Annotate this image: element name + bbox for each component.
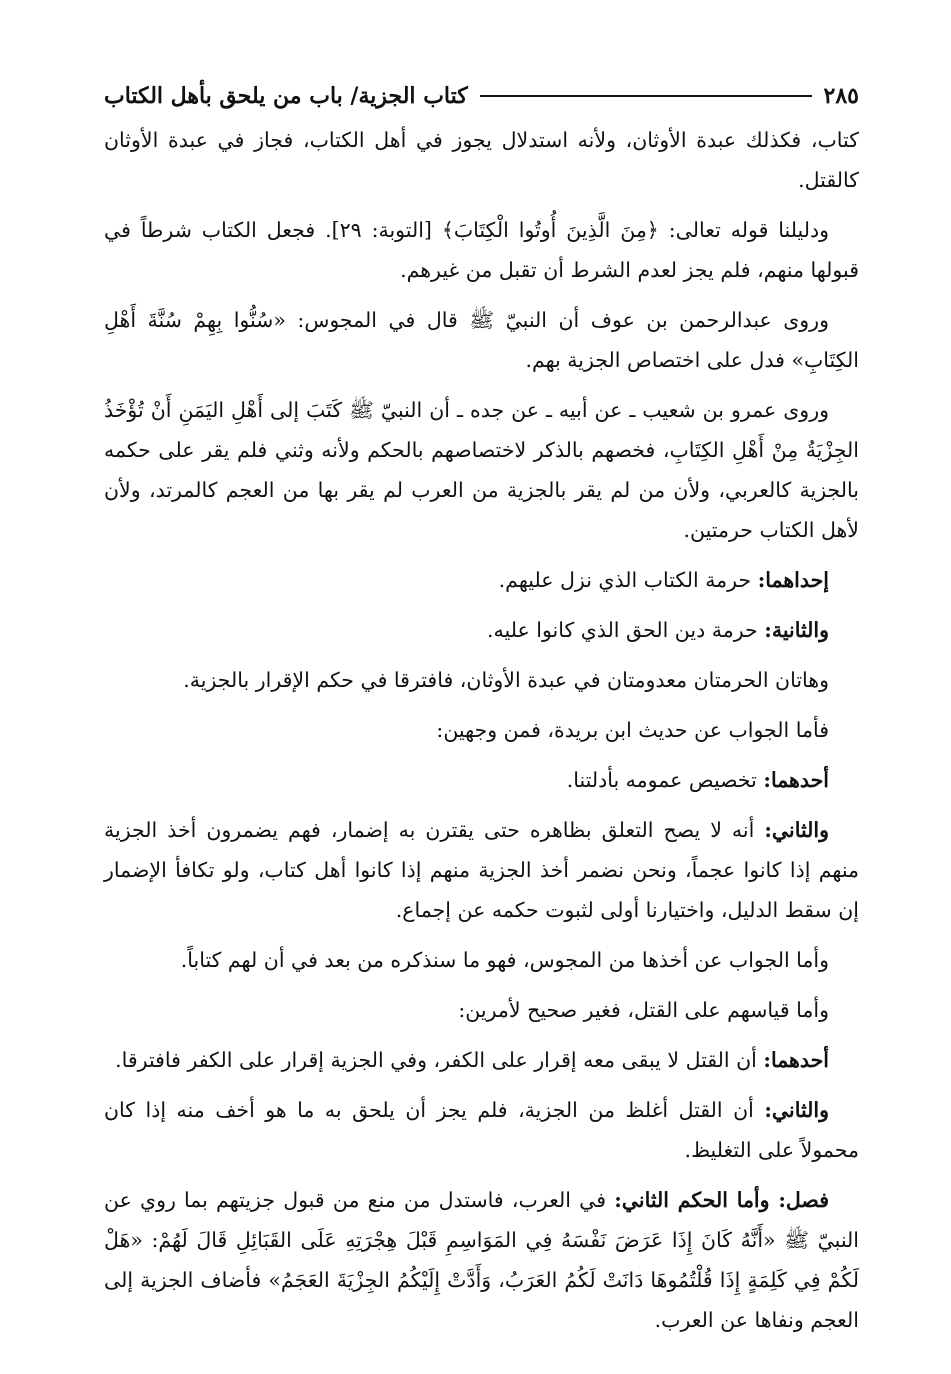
paragraph bbox=[104, 760, 859, 800]
paragraph bbox=[104, 1090, 859, 1170]
paragraph-lead: فصل: وأما الحكم الثاني: bbox=[614, 1188, 829, 1212]
paragraph-text: حرمة دين الحق الذي كانوا عليه. bbox=[487, 618, 758, 642]
page-number: ٢٨٥ bbox=[823, 83, 859, 109]
paragraph-text: حرمة الكتاب الذي نزل عليهم. bbox=[498, 568, 752, 592]
header-rule bbox=[480, 95, 812, 97]
paragraph-text: وروى عبدالرحمن بن عوف أن النبيّ ﷺ قال في المجوس: «سُنُّوا بِهِمْ سُنَّةَ أَهْلِ الكِتَابِ» فدل على اختصاص الجزية بهم. bbox=[104, 308, 859, 372]
paragraph bbox=[104, 710, 859, 750]
paragraph-lead: والثاني: bbox=[764, 818, 829, 842]
paragraph bbox=[104, 300, 859, 380]
header-title: كتاب الجزية/ باب من يلحق بأهل الكتاب bbox=[104, 83, 468, 109]
paragraph bbox=[104, 660, 859, 700]
paragraph-text: تخصيص عمومه بأدلتنا. bbox=[566, 768, 757, 792]
paragraph-text: وأما الجواب عن أخذها من المجوس، فهو ما سنذكره من بعد في أن لهم كتاباً. bbox=[180, 948, 829, 972]
paragraph-lead: والثاني: bbox=[764, 1098, 829, 1122]
paragraph bbox=[104, 120, 859, 200]
paragraph-text: فأما الجواب عن حديث ابن بريدة، فمن وجهين: bbox=[436, 718, 829, 742]
paragraph bbox=[104, 390, 859, 550]
paragraph bbox=[104, 1180, 859, 1340]
paragraph-text: وروى عمرو بن شعيب ـ عن أبيه ـ عن جده ـ أن النبيّ ﷺ كَتَبَ إلى أَهْلِ اليَمَنِ أَنْ تُؤْخَذُ الجِزْيَةُ مِنْ أَهْلِ الكِتَابِ، فخصهم بالذكر لاختصاصهم بالحكم ولأنه وثني فلم يقر على حكمه بالجزية كالعربي، ولأن من لم يقر بالجزية من العرب لم يقر بها من العجم كالمرتد، ولأن لأهل الكتاب حرمتين. bbox=[104, 398, 859, 542]
paragraph bbox=[104, 210, 859, 290]
running-header bbox=[104, 78, 859, 114]
paragraph-text: وأما قياسهم على القتل، فغير صحيح لأمرين: bbox=[458, 998, 829, 1022]
paragraph bbox=[104, 1040, 859, 1080]
paragraph bbox=[104, 940, 859, 980]
paragraph-text: أنه لا يصح التعلق بظاهره حتى يقترن به إضمار، فهم يضمرون أخذ الجزية منهم إذا كانوا عجماً، ونحن نضمر أخذ الجزية منهم إذا كانوا أهل كتاب، ولو تكافأ الإضمار إن سقط الدليل، واختيارنا أولى لثبوت حكمه عن إجماع. bbox=[104, 818, 859, 922]
paragraph bbox=[104, 990, 859, 1030]
paragraph-lead: أحدهما: bbox=[763, 768, 829, 792]
paragraph-text: أن القتل أغلظ من الجزية، فلم يجز أن يلحق به ما هو أخف منه إذا كان محمولاً على التغليظ. bbox=[104, 1098, 859, 1162]
paragraph-text: ودليلنا قوله تعالى: ﴿مِنَ الَّذِينَ أُوتُوا الْكِتَابَ﴾ [التوبة: ٢٩]. فجعل الكتاب شرطاً في قبولها منهم، فلم يجز لعدم الشرط أن تقبل من غيرهم. bbox=[104, 218, 859, 282]
paragraph bbox=[104, 560, 859, 600]
paragraph-lead: أحدهما: bbox=[763, 1048, 829, 1072]
paragraph bbox=[104, 810, 859, 930]
paragraph-text: أن القتل لا يبقى معه إقرار على الكفر، وفي الجزية إقرار على الكفر فافترقا. bbox=[115, 1048, 757, 1072]
paragraph-text: وهاتان الحرمتان معدومتان في عبدة الأوثان، فافترقا في حكم الإقرار بالجزية. bbox=[183, 668, 829, 692]
body-text bbox=[104, 120, 859, 1340]
paragraph-text: في العرب، فاستدل من منع من قبول جزيتهم بما روي عن النبيّ ﷺ «أَنَّهُ كَانَ إِذَا عَرَضَ نَفْسَهُ فِي المَوَاسِمِ قَبْلَ هِجْرَتِهِ عَلَى القَبَائِلِ قَالَ لَهُمْ: «هَلْ لَكُمْ فِي كَلِمَةٍ إِذَا قُلْتُمُوهَا دَانَتْ لَكُمُ العَرَبُ، وَأَدَّتْ إِلَيْكُمُ الجِزْيَةَ العَجَمُ» فأضاف الجزية إلى العجم ونفاها عن العرب. bbox=[104, 1188, 859, 1332]
paragraph-text: كتاب، فكذلك عبدة الأوثان، ولأنه استدلال يجوز في أهل الكتاب، فجاز في عبدة الأوثان كالقتل. bbox=[104, 128, 859, 192]
paragraph-lead: إحداهما: bbox=[757, 568, 829, 592]
paragraph-lead: والثانية: bbox=[764, 618, 829, 642]
paragraph bbox=[104, 610, 859, 650]
